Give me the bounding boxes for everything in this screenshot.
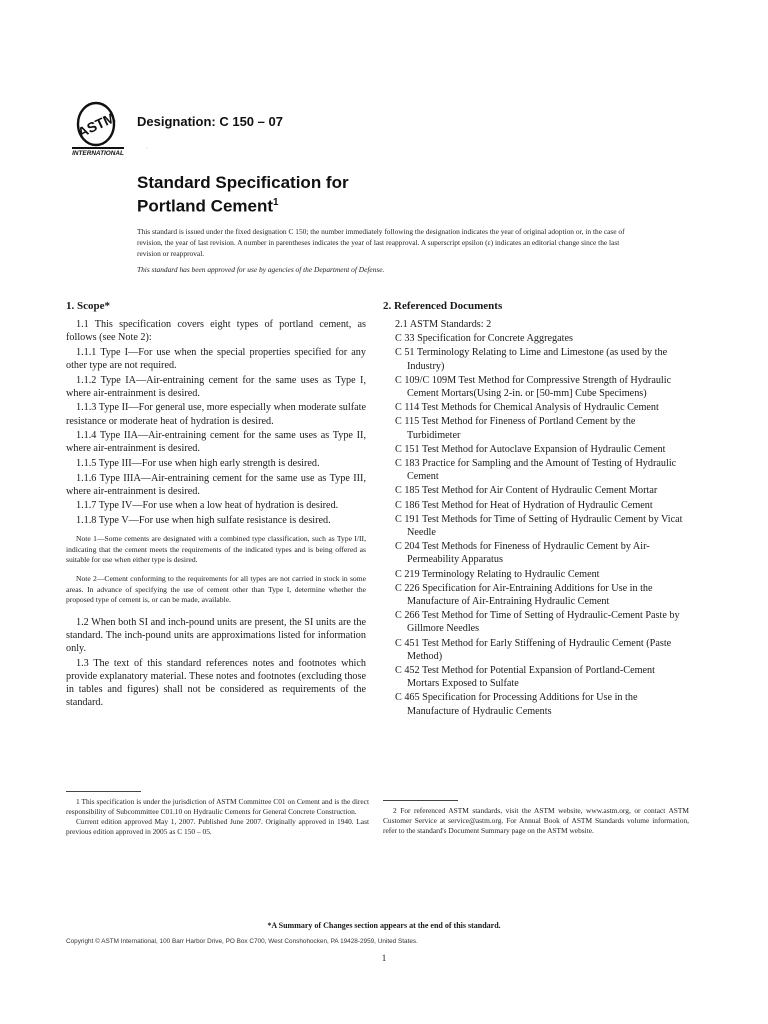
note-1: Note 1—Some cements are designated with a combined type classification, such as Type I/II, indicating that the cement meets the requirements of the indicated types and is being offered as suitable for use when either type is desired. <box>66 534 366 564</box>
scope-paragraph: 1.1.6 Type IIIA—Air-entraining cement for the same use as Type III, where air-entrainment is desired. <box>66 472 366 497</box>
reference-item: C 191 Test Methods for Time of Setting of Hydraulic Cement by Vicat Needle <box>395 513 683 539</box>
astm-standards-heading: 2.1 ASTM Standards: 2 <box>395 319 492 330</box>
summary-of-changes-note: *A Summary of Changes section appears at the end of this standard. <box>267 921 501 930</box>
footnote-rule-left <box>66 791 141 792</box>
reference-item: C 204 Test Methods for Fineness of Hydraulic Cement by Air-Permeability Apparatus <box>395 541 650 566</box>
reference-item: C 266 Test Method for Time of Setting of Hydraulic-Cement Paste by Gillmore Needles <box>395 610 680 635</box>
footnote-1 <box>66 797 369 837</box>
scope-paragraph: 1.1.8 Type V—For use when high sulfate resistance is desired. <box>76 514 331 526</box>
scope-paragraph: 1.1.3 Type II—For general use, more especially when moderate sulfate resistance or moderate heat of hydration is desired. <box>66 402 366 427</box>
reference-item: C 452 Test Method for Potential Expansion of Portland-Cement Mortars Exposed to Sulfate <box>395 665 655 690</box>
section-heading-referenced-documents: 2. Referenced Documents <box>383 300 503 312</box>
astm-logo <box>68 100 128 156</box>
reference-item: C 151 Test Method for Autoclave Expansion of Hydraulic Cement <box>395 443 666 455</box>
reference-item: C 109/C 109M Test Method for Compressive Strength of Hydraulic Cement Mortars(Using 2-in. or [50-mm] Cube Specimens) <box>395 374 672 400</box>
copyright-line: Copyright © ASTM International, 100 Barr Harbor Drive, PO Box C700, West Conshohocken, PA 19428-2959, United States. <box>66 938 418 945</box>
title-line-2: Portland Cement$^1$ <box>137 196 279 216</box>
reference-item: C 185 Test Method for Air Content of Hydraulic Cement Mortar <box>395 485 658 497</box>
footnote-rule-right <box>383 800 458 801</box>
approval-notice: This standard has been approved for use by agencies of the Department of Defense. <box>137 265 385 274</box>
reference-item: C 183 Practice for Sampling and the Amount of Testing of Hydraulic Cement <box>395 458 677 483</box>
right-column <box>383 299 689 719</box>
left-column <box>66 299 366 711</box>
footnote-2-text: 2 For referenced ASTM standards, visit the ASTM website, www.astm.org, or contact ASTM Customer Service at service@astm.org. For Annual Book of ASTM Standards volume information, refer to the standard's Document Summary page on the ASTM website. <box>383 806 689 835</box>
note-2: Note 2—Cement conforming to the requirements for all types are not carried in stock in some areas. In advance of specifying the use of cement other than Type I, determine whether the proposed type of cement is, or can be made, available. <box>66 574 366 605</box>
footnote-1-edition: Current edition approved May 1, 2007. Published June 2007. Originally approved in 1940. Last previous edition approved in 2005 as C 150 – 05. <box>66 817 369 836</box>
footnote-1-text: 1 This specification is under the jurisdiction of ASTM Committee C01 on Cement and is the direct responsibility of Subcommittee C01.10 on Hydraulic Cements for General Concrete Construction. <box>66 797 369 816</box>
scope-paragraph: 1.1.1 Type I—For use when the special properties specified for any other type are not required. <box>66 346 366 371</box>
scope-paragraph: 1.3 The text of this standard references notes and footnotes which provide explanatory material. These notes and footnotes (excluding those in tables and figures) shall not be considered as requirements of the standard. <box>66 657 366 709</box>
reference-item: C 51 Terminology Relating to Lime and Limestone (as used by the Industry) <box>395 347 668 372</box>
designation: Designation: C 150 – 07 <box>137 114 283 129</box>
reference-item: C 115 Test Method for Fineness of Portland Cement by the Turbidimeter <box>395 416 636 441</box>
scope-paragraph: 1.1 This specification covers eight types of portland cement, as follows (see Note 2): <box>66 319 366 344</box>
title-line-1: Standard Specification for <box>137 173 349 192</box>
scope-paragraph: 1.1.5 Type III—For use when high early strength is desired. <box>76 457 320 469</box>
footnote-2 <box>383 806 689 836</box>
scope-paragraph: 1.1.7 Type IV—For use when a low heat of hydration is desired. <box>76 500 339 512</box>
scope-paragraph: 1.2 When both SI and inch-pound units are present, the SI units are the standard. The inch-pound units are approximations listed for information only. <box>66 616 366 655</box>
reference-item: C 114 Test Methods for Chemical Analysis of Hydraulic Cement <box>395 402 659 414</box>
svg-text:ASTM: ASTM <box>75 109 118 141</box>
reference-item: C 451 Test Method for Early Stiffening of Hydraulic Cement (Paste Method) <box>395 637 672 662</box>
page-number: 1 <box>381 953 387 963</box>
document-title <box>137 173 349 217</box>
reference-item: C 33 Specification for Concrete Aggregates <box>395 333 573 345</box>
reference-item: C 226 Specification for Air-Entraining Additions for Use in the Manufacture of Air-Entraining Hydraulic Cement <box>395 582 653 608</box>
reference-item: C 219 Terminology Relating to Hydraulic Cement <box>395 568 600 580</box>
section-heading-scope: 1. Scope* <box>66 300 110 312</box>
scope-paragraph: 1.1.2 Type IA—Air-entraining cement for the same uses as Type I, where air-entrainment is desired. <box>66 374 366 399</box>
scope-paragraph: 1.1.4 Type IIA—Air-entraining cement for the same uses as Type II, where air-entrainment is desired. <box>66 430 366 455</box>
logo-label: INTERNATIONAL <box>72 150 124 156</box>
issuance-notice: This standard is issued under the fixed designation C 150; the number immediately following the designation indicates the year of original adoption or, in the case of revision, the year of last revision. A number in parentheses indicates the year of last reapproval. A superscript epsilon (ε) indicates an editorial change since the last revision or reapproval. <box>137 227 625 258</box>
title-footnote-mark: 1 <box>273 197 279 208</box>
reference-item: C 186 Test Method for Heat of Hydration of Hydraulic Cement <box>395 499 653 511</box>
reference-item: C 465 Specification for Processing Additions for Use in the Manufacture of Hydraulic Cements <box>395 692 638 717</box>
scan-speck: · <box>146 146 148 152</box>
